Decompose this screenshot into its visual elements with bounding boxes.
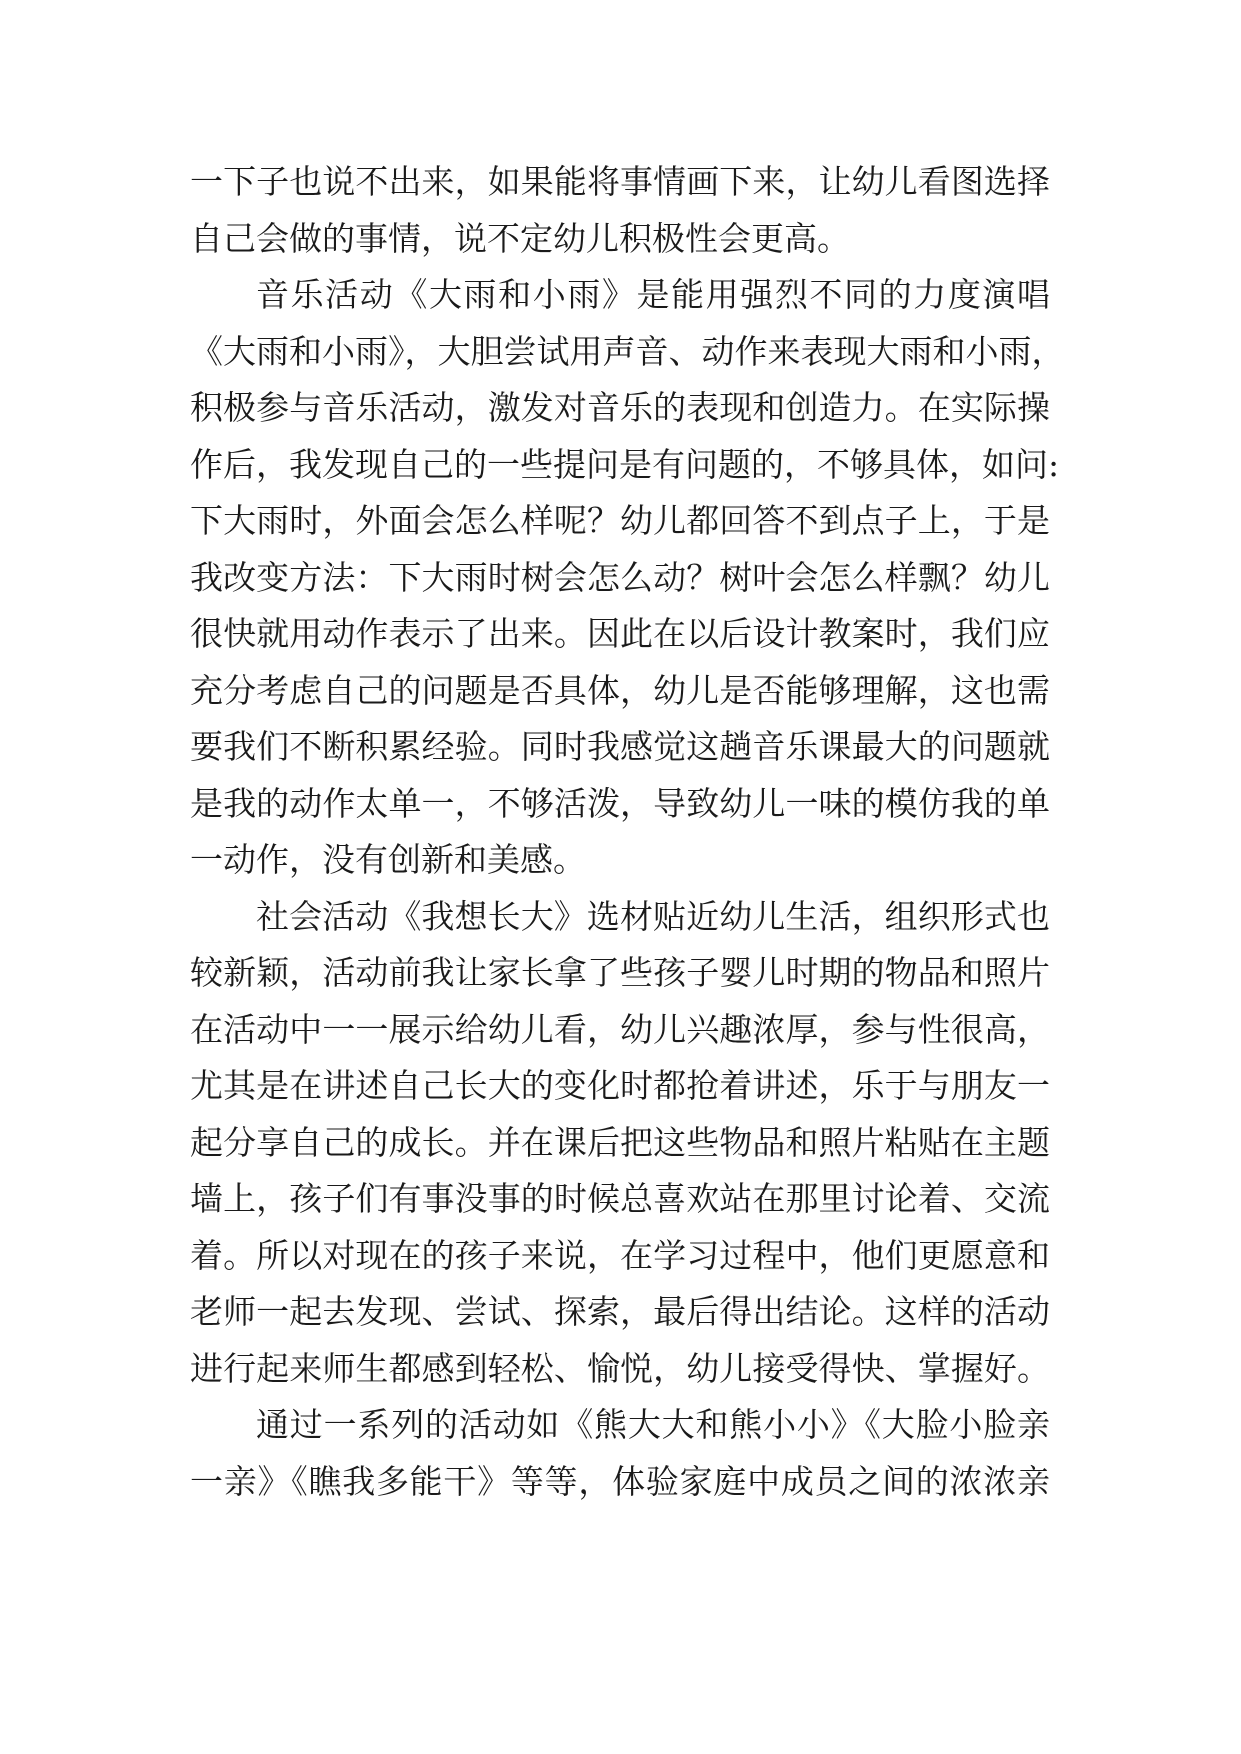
text-line: 起分享自己的成长。并在课后把这些物品和照片粘贴在主题 — [190, 1122, 1050, 1162]
text-line: 一下子也说不出来，如果能将事情画下来，让幼儿看图选择 — [190, 162, 1050, 201]
text-line: 尤其是在讲述自己长大的变化时都抢着讲述，乐于与朋友一 — [190, 1066, 1050, 1105]
text-line: 一亲》《瞧我多能干》等等，体验家庭中成员之间的浓浓亲 — [190, 1461, 1050, 1501]
paragraph-first-line: 音乐活动《大雨和小雨》是能用强烈不同的力度演唱 — [256, 275, 1050, 314]
text-line: 下大雨时，外面会怎么样呢？幼儿都回答不到点子上，于是 — [190, 501, 1050, 540]
text-line: 进行起来师生都感到轻松、愉悦，幼儿接受得快、掌握好。 — [190, 1348, 1050, 1388]
document-body — [190, 154, 1065, 1510]
text-line: 很快就用动作表示了出来。因此在以后设计教案时，我们应 — [190, 614, 1050, 653]
text-line: 自己会做的事情，说不定幼儿积极性会更高。 — [190, 218, 850, 258]
text-line: 要我们不断积累经验。同时我感觉这趟音乐课最大的问题就 — [190, 727, 1050, 766]
text-line: 墙上，孩子们有事没事的时候总喜欢站在那里讨论着、交流 — [190, 1179, 1050, 1218]
text-line: 充分考虑自己的问题是否具体，幼儿是否能够理解，这也需 — [190, 670, 1050, 710]
paragraph-first-line: 社会活动《我想长大》选材贴近幼儿生活，组织形式也 — [256, 896, 1050, 936]
text-line: 积极参与音乐活动，激发对音乐的表现和创造力。在实际操 — [190, 388, 1050, 427]
text-line: 作后，我发现自己的一些提问是有问题的，不够具体，如问: — [190, 444, 1060, 484]
text-line: 是我的动作太单一，不够活泼，导致幼儿一味的模仿我的单 — [190, 783, 1050, 823]
paragraph-first-line: 通过一系列的活动如《熊大大和熊小小》《大脸小脸亲 — [256, 1405, 1050, 1444]
text-line: 《大雨和小雨》，大胆尝试用声音、动作来表现大雨和小雨， — [190, 331, 1065, 371]
text-line: 老师一起去发现、尝试、探索，最后得出结论。这样的活动 — [190, 1292, 1050, 1331]
text-line: 我改变方法：下大雨时树会怎么动？树叶会怎么样飘？幼儿 — [190, 557, 1050, 597]
text-line: 较新颖，活动前我让家长拿了些孩子婴儿时期的物品和照片 — [190, 953, 1050, 992]
text-line: 一动作，没有创新和美感。 — [190, 840, 586, 879]
text-line: 着。所以对现在的孩子来说，在学习过程中，他们更愿意和 — [190, 1235, 1050, 1275]
text-line: 在活动中一一展示给幼儿看，幼儿兴趣浓厚，参与性很高， — [190, 1009, 1050, 1049]
